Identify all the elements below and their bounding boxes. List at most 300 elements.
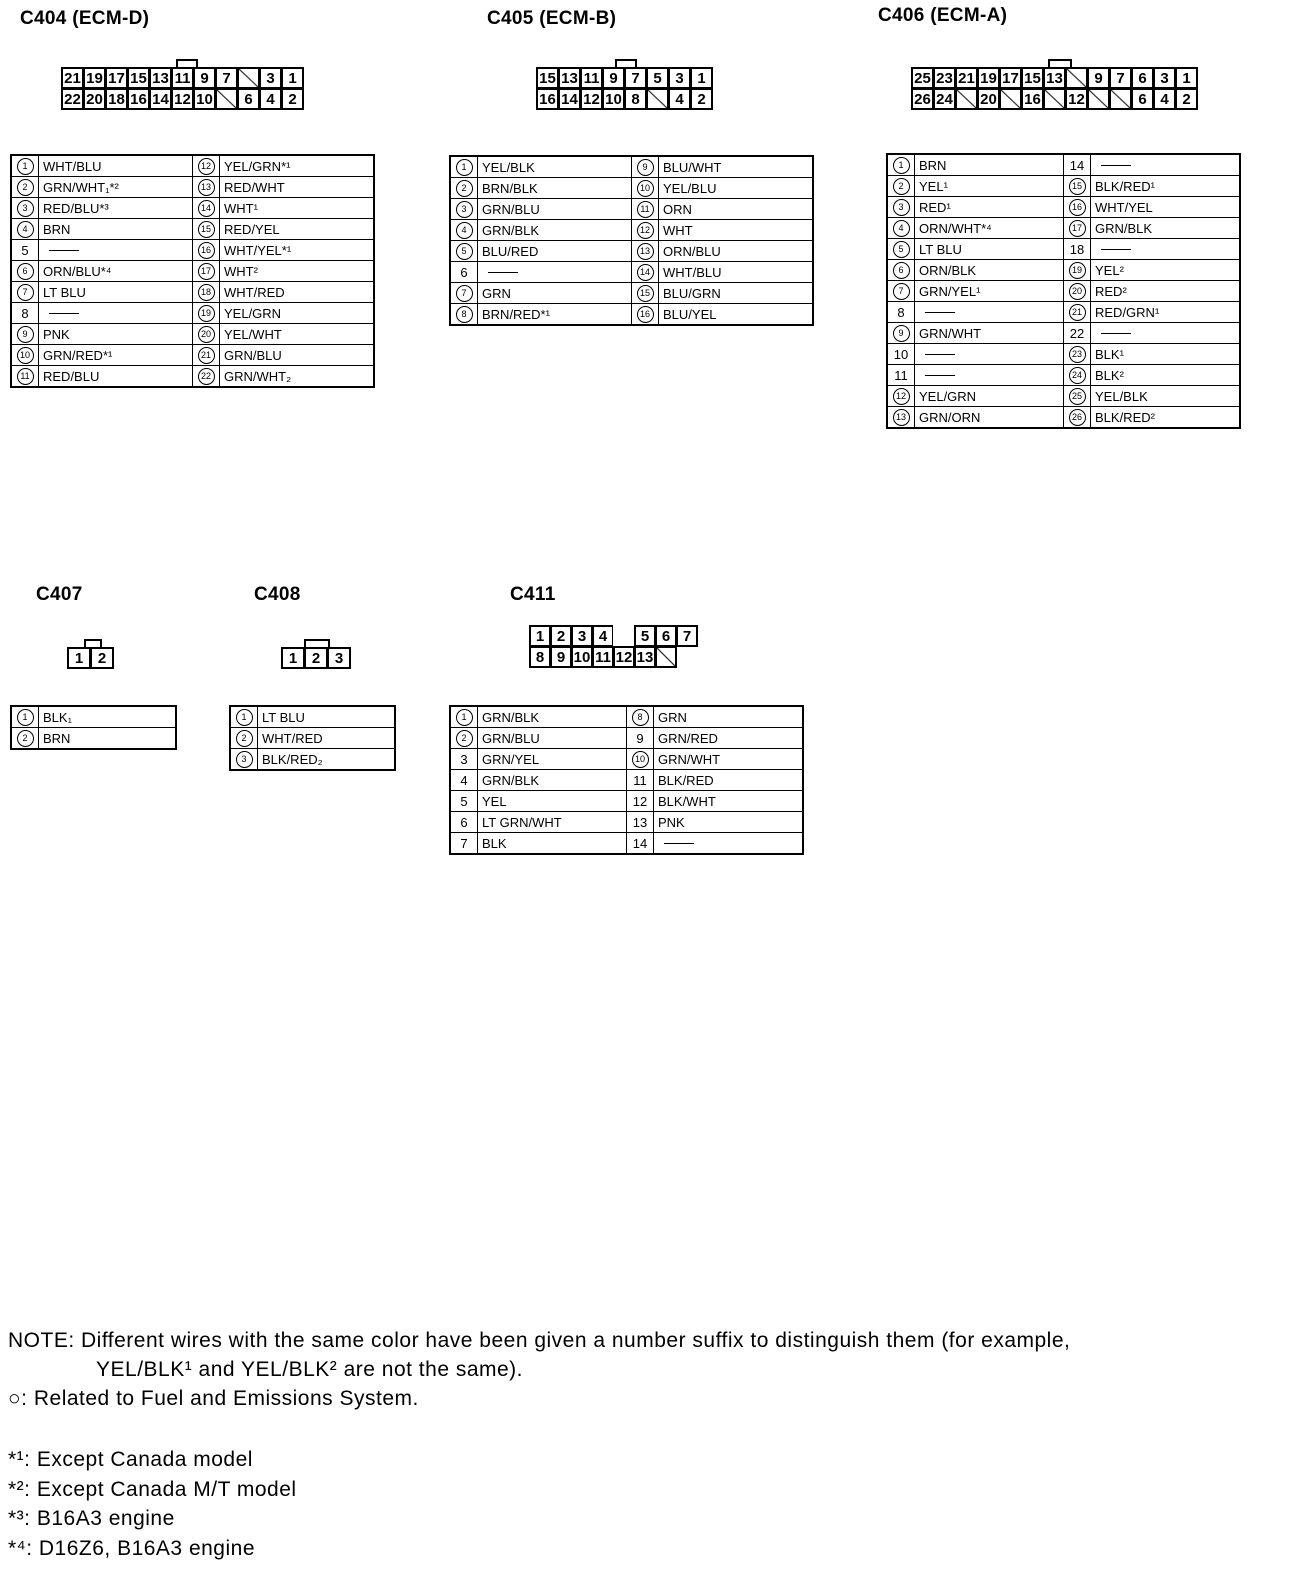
pin-number: 14 (1064, 154, 1091, 176)
table-row (11, 728, 176, 750)
table-row (450, 178, 813, 199)
c404-title: C404 (ECM-D) (20, 8, 150, 29)
note-line-2: YEL/BLK¹ and YEL/BLK² are not the same). (96, 1358, 524, 1381)
cavity-2: 2 (304, 647, 328, 669)
pin-number-circled: 16 (198, 242, 215, 259)
wire-color: BRN (915, 154, 1064, 176)
wire-color: GRN/BLK (1091, 218, 1241, 239)
c406-pin-table (886, 153, 1241, 429)
connector-row-top (912, 68, 1198, 89)
wire-color: RED/WHT (220, 177, 375, 198)
cavity-17: 17 (105, 67, 128, 89)
wire-color: BLU/WHT (659, 156, 814, 178)
wire-color: RED¹ (915, 197, 1064, 218)
pin-number-circled: 9 (637, 159, 654, 176)
wire-color: WHT/BLU (659, 262, 814, 283)
pin-number-circled: 10 (632, 751, 649, 768)
wire-color: WHT/RED (220, 282, 375, 303)
cavity-11: 11 (592, 646, 614, 668)
table-row (887, 154, 1240, 176)
cavity-1: 1 (67, 647, 91, 669)
table-row (887, 302, 1240, 323)
pin-number-circled: 14 (637, 264, 654, 281)
notes-block (8, 1326, 1070, 1413)
pin-number-circled: 17 (198, 263, 215, 280)
wire-color: GRN/BLK (478, 220, 632, 241)
no-wire-dash (1101, 333, 1131, 335)
pin-number: 11 (887, 365, 915, 386)
wire-color: GRN (654, 706, 804, 728)
pin-number-circled: 8 (632, 709, 649, 726)
connector-row-top (282, 648, 351, 669)
wire-color: YEL/WHT (220, 324, 375, 345)
pin-number: 3 (450, 749, 478, 770)
c406-title: C406 (ECM-A) (878, 5, 1008, 26)
cavity-1: 1 (529, 625, 551, 647)
pin-number-circled: 13 (637, 243, 654, 260)
pin-number-circled: 8 (456, 306, 473, 323)
pin-number-circled: 3 (893, 199, 910, 216)
wire-color: BLK/RED (654, 770, 804, 791)
wire-color: ORN/WHT*⁴ (915, 218, 1064, 239)
pin-number-circled: 12 (198, 158, 215, 175)
cavity-9: 9 (602, 67, 625, 89)
cavity-3: 3 (668, 67, 691, 89)
cavity-21: 21 (955, 67, 978, 89)
c411-connector-face (530, 626, 698, 668)
pin-number-circled: 20 (1069, 283, 1086, 300)
pin-number-circled: 6 (17, 263, 34, 280)
cavity-7: 7 (1109, 67, 1132, 89)
cavity-14: 14 (558, 88, 581, 110)
cavity-12: 12 (171, 88, 194, 110)
pin-number-circled: 13 (198, 179, 215, 196)
wire-color: GRN/WHT (654, 749, 804, 770)
cavity-6: 6 (1131, 88, 1154, 110)
c411-title: C411 (510, 584, 556, 605)
table-row (230, 728, 395, 749)
cavity-8: 8 (624, 88, 647, 110)
pin-number: 6 (450, 812, 478, 833)
cavity-12: 12 (613, 646, 635, 668)
cavity-11: 11 (580, 67, 603, 89)
wire-color: LT BLU (915, 239, 1064, 260)
cavity-2: 2 (1175, 88, 1198, 110)
no-wire-dash (488, 272, 518, 274)
pin-number: 8 (11, 303, 39, 324)
wire-color: GRN/RED*¹ (39, 345, 193, 366)
wire-color-none (654, 833, 804, 855)
pin-number-circled: 1 (17, 709, 34, 726)
table-row (887, 344, 1240, 365)
wire-color: BRN/BLK (478, 178, 632, 199)
no-wire-dash (925, 312, 955, 314)
pin-number-circled: 9 (893, 325, 910, 342)
cavity-10: 10 (602, 88, 625, 110)
pin-number-circled: 10 (637, 180, 654, 197)
wire-color: YEL¹ (915, 176, 1064, 197)
cavity-17: 17 (999, 67, 1022, 89)
cavity-12: 12 (1065, 88, 1088, 110)
pin-number-circled: 15 (198, 221, 215, 238)
cavity-15: 15 (127, 67, 150, 89)
c404-pin-table (10, 154, 375, 388)
wire-color-none (39, 303, 193, 324)
no-wire-dash (49, 313, 79, 315)
circle-legend-note: ○: Related to Fuel and Emissions System. (8, 1387, 419, 1410)
blank-cavity (1043, 88, 1066, 110)
wire-color: LT BLU (258, 706, 396, 728)
cavity-22: 22 (61, 88, 84, 110)
table-row (887, 260, 1240, 281)
blank-cavity (215, 88, 238, 110)
pin-number-circled: 25 (1069, 388, 1086, 405)
blank-cavity (1109, 88, 1132, 110)
pin-number-circled: 1 (893, 157, 910, 174)
connector-row-top (68, 648, 114, 669)
pin-number: 6 (450, 262, 478, 283)
pin-number-circled: 26 (1069, 409, 1086, 426)
pin-number: 7 (450, 833, 478, 855)
pin-number-circled: 2 (17, 179, 34, 196)
wire-color: BLK/RED₂ (258, 749, 396, 771)
cavity-24: 24 (933, 88, 956, 110)
table-row (11, 345, 374, 366)
pin-number-circled: 15 (1069, 178, 1086, 195)
wire-color-none (915, 302, 1064, 323)
cavity-15: 15 (1021, 67, 1044, 89)
cavity-12: 12 (580, 88, 603, 110)
cavity-7: 7 (215, 67, 238, 89)
wire-color: BLU/YEL (659, 304, 814, 326)
table-row (887, 197, 1240, 218)
cavity-13: 13 (149, 67, 172, 89)
connector-row-top (62, 68, 304, 89)
wire-color: YEL² (1091, 260, 1241, 281)
wire-color: WHT¹ (220, 198, 375, 219)
wire-color: BRN (39, 728, 177, 750)
table-row (450, 220, 813, 241)
wire-color-none (1091, 323, 1241, 344)
pin-number-circled: 4 (893, 220, 910, 237)
pin-number-circled: 1 (17, 158, 34, 175)
c405-connector-face (537, 68, 713, 110)
cavity-16: 16 (127, 88, 150, 110)
blank-cavity (1087, 88, 1110, 110)
table-row (887, 386, 1240, 407)
wire-color: GRN/WHT (915, 323, 1064, 344)
wire-color: GRN/ORN (915, 407, 1064, 429)
pin-number: 18 (1064, 239, 1091, 260)
wire-color: GRN/BLK (478, 706, 627, 728)
cavity-7: 7 (676, 625, 698, 647)
cavity-2: 2 (90, 647, 114, 669)
pin-number-circled: 7 (456, 285, 473, 302)
wire-color: BRN (39, 219, 193, 240)
cavity-13: 13 (558, 67, 581, 89)
no-wire-dash (49, 250, 79, 252)
wire-color: ORN/BLU*⁴ (39, 261, 193, 282)
pin-number-circled: 3 (17, 200, 34, 217)
pin-number-circled: 1 (236, 709, 253, 726)
cavity-4: 4 (592, 625, 614, 647)
c408-connector-face (282, 648, 351, 669)
pin-number-circled: 5 (456, 243, 473, 260)
pin-number-circled: 7 (893, 283, 910, 300)
wire-color: YEL/GRN (220, 303, 375, 324)
table-row (450, 241, 813, 262)
pin-number: 13 (627, 812, 654, 833)
blank-cavity (1065, 67, 1088, 89)
c405-pin-table (449, 155, 814, 326)
pin-number-circled: 15 (637, 285, 654, 302)
table-row (11, 324, 374, 345)
wire-color: WHT/BLU (39, 155, 193, 177)
pin-number-circled: 2 (456, 730, 473, 747)
wire-color: ORN/BLU (659, 241, 814, 262)
connector-row-bottom (530, 647, 698, 668)
wire-color-none (1091, 239, 1241, 260)
pin-number-circled: 4 (17, 221, 34, 238)
cavity-13: 13 (1043, 67, 1066, 89)
pin-number-circled: 10 (17, 347, 34, 364)
table-row (887, 323, 1240, 344)
wire-color: BLU/GRN (659, 283, 814, 304)
cavity-3: 3 (571, 625, 593, 647)
pin-number-circled: 3 (456, 201, 473, 218)
table-row (887, 281, 1240, 302)
cavity-21: 21 (61, 67, 84, 89)
no-wire-dash (1101, 249, 1131, 251)
cavity-5: 5 (646, 67, 669, 89)
cavity-6: 6 (1131, 67, 1154, 89)
table-row (11, 155, 374, 177)
connector-lock-gap (613, 625, 635, 647)
wire-color: YEL/BLU (659, 178, 814, 199)
pin-number-circled: 11 (17, 368, 34, 385)
table-row (887, 176, 1240, 197)
table-row (450, 791, 803, 812)
table-row (450, 706, 803, 728)
table-row (887, 239, 1240, 260)
table-row (11, 261, 374, 282)
pin-number: 22 (1064, 323, 1091, 344)
blank-cavity (655, 646, 677, 668)
pin-number: 14 (627, 833, 654, 855)
wire-color: GRN/WHT₁*² (39, 177, 193, 198)
c405-title: C405 (ECM-B) (487, 8, 617, 29)
cavity-15: 15 (536, 67, 559, 89)
pin-number-circled: 6 (893, 262, 910, 279)
pin-number: 4 (450, 770, 478, 791)
wire-color: GRN/WHT₂ (220, 366, 375, 388)
no-wire-dash (925, 354, 955, 356)
c404-connector-face (62, 68, 304, 110)
cavity-3: 3 (327, 647, 351, 669)
cavity-3: 3 (259, 67, 282, 89)
blank-cavity (999, 88, 1022, 110)
table-row (11, 303, 374, 324)
blank-cavity (646, 88, 669, 110)
cavity-16: 16 (536, 88, 559, 110)
table-row (887, 407, 1240, 429)
footnote-2: *²: Except Canada M/T model (8, 1478, 297, 1501)
pin-number-circled: 16 (637, 306, 654, 323)
table-row (450, 262, 813, 283)
blank-cavity (237, 67, 260, 89)
wire-color: BLK¹ (1091, 344, 1241, 365)
wire-color: WHT² (220, 261, 375, 282)
table-row (230, 706, 395, 728)
cavity-20: 20 (83, 88, 106, 110)
wire-color: WHT/YEL (1091, 197, 1241, 218)
wire-color: RED/BLU*³ (39, 198, 193, 219)
note-line-1: NOTE: Different wires with the same color have been given a number suffix to distinguish them (for example, (8, 1329, 1071, 1352)
c407-title: C407 (36, 584, 83, 605)
wire-color-none (915, 365, 1064, 386)
pin-number-circled: 2 (456, 180, 473, 197)
cavity-9: 9 (550, 646, 572, 668)
connector-row-top (530, 626, 698, 647)
wire-color-none (915, 344, 1064, 365)
table-row (450, 728, 803, 749)
wire-color: GRN/BLU (478, 728, 627, 749)
table-row (450, 833, 803, 855)
cavity-19: 19 (83, 67, 106, 89)
table-row (11, 177, 374, 198)
wire-color: ORN (659, 199, 814, 220)
pin-number-circled: 14 (198, 200, 215, 217)
wire-color: YEL/GRN (915, 386, 1064, 407)
pin-number-circled: 21 (1069, 304, 1086, 321)
wire-color: ORN/BLK (915, 260, 1064, 281)
table-row (450, 749, 803, 770)
pin-number-circled: 19 (198, 305, 215, 322)
cavity-10: 10 (193, 88, 216, 110)
footnote-3: *³: B16A3 engine (8, 1507, 175, 1530)
wire-color: RED/YEL (220, 219, 375, 240)
table-row (11, 282, 374, 303)
cavity-20: 20 (977, 88, 1000, 110)
wire-color: BLU/RED (478, 241, 632, 262)
pin-number-circled: 20 (198, 326, 215, 343)
pin-number-circled: 2 (236, 730, 253, 747)
cavity-10: 10 (571, 646, 593, 668)
cavity-4: 4 (668, 88, 691, 110)
cavity-3: 3 (1153, 67, 1176, 89)
pin-number-circled: 5 (893, 241, 910, 258)
pin-number: 9 (627, 728, 654, 749)
cavity-7: 7 (624, 67, 647, 89)
wire-color: LT GRN/WHT (478, 812, 627, 833)
wire-color: BLK₁ (39, 706, 177, 728)
wire-color-none (478, 262, 632, 283)
wire-color: GRN/BLK (478, 770, 627, 791)
pin-number-circled: 2 (893, 178, 910, 195)
cavity-4: 4 (1153, 88, 1176, 110)
wire-color-none (39, 240, 193, 261)
cavity-14: 14 (149, 88, 172, 110)
wire-color: GRN/YEL (478, 749, 627, 770)
footnote-1: *¹: Except Canada model (8, 1448, 253, 1471)
table-row (11, 198, 374, 219)
pin-number-circled: 24 (1069, 367, 1086, 384)
pin-number-circled: 17 (1069, 220, 1086, 237)
blank-cavity (955, 88, 978, 110)
pin-number-circled: 9 (17, 326, 34, 343)
connector-row-bottom (537, 89, 713, 110)
pin-number-circled: 1 (456, 709, 473, 726)
cavity-19: 19 (977, 67, 1000, 89)
pin-number-circled: 11 (637, 201, 654, 218)
table-row (11, 706, 176, 728)
cavity-2: 2 (690, 88, 713, 110)
cavity-13: 13 (634, 646, 656, 668)
cavity-9: 9 (193, 67, 216, 89)
no-wire-dash (1101, 165, 1131, 167)
pin-number: 10 (887, 344, 915, 365)
wire-color: WHT/YEL*¹ (220, 240, 375, 261)
connector-row-bottom (62, 89, 304, 110)
wire-color: YEL/BLK (478, 156, 632, 178)
wire-color: YEL/GRN*¹ (220, 155, 375, 177)
wire-color: BLK/WHT (654, 791, 804, 812)
table-row (11, 240, 374, 261)
c407-connector-face (68, 648, 114, 669)
no-wire-dash (664, 843, 694, 845)
cavity-18: 18 (105, 88, 128, 110)
pin-number-circled: 16 (1069, 199, 1086, 216)
pin-number-circled: 19 (1069, 262, 1086, 279)
table-row (887, 218, 1240, 239)
pin-number-circled: 12 (893, 388, 910, 405)
pin-number-circled: 13 (893, 409, 910, 426)
pin-number-circled: 3 (236, 751, 253, 768)
pin-number: 12 (627, 791, 654, 812)
cavity-8: 8 (529, 646, 551, 668)
wire-color: GRN/RED (654, 728, 804, 749)
cavity-16: 16 (1021, 88, 1044, 110)
cavity-6: 6 (655, 625, 677, 647)
cavity-6: 6 (237, 88, 260, 110)
table-row (887, 365, 1240, 386)
wire-color: WHT/RED (258, 728, 396, 749)
pin-number-circled: 21 (198, 347, 215, 364)
wire-color: GRN/BLU (478, 199, 632, 220)
c408-pin-table (229, 705, 396, 771)
table-row (230, 749, 395, 771)
wire-color: WHT (659, 220, 814, 241)
c407-pin-table (10, 705, 177, 750)
wire-color: BLK² (1091, 365, 1241, 386)
pin-number-circled: 22 (198, 368, 215, 385)
table-row (450, 199, 813, 220)
wire-color: GRN/BLU (220, 345, 375, 366)
wire-color: BLK/RED² (1091, 407, 1241, 429)
wire-color-none (1091, 154, 1241, 176)
cavity-1: 1 (1175, 67, 1198, 89)
cavity-9: 9 (1087, 67, 1110, 89)
table-row (11, 366, 374, 388)
wire-color: BRN/RED*¹ (478, 304, 632, 326)
wire-color: YEL/BLK (1091, 386, 1241, 407)
wire-color: LT BLU (39, 282, 193, 303)
wire-color: YEL (478, 791, 627, 812)
footnote-4: *⁴: D16Z6, B16A3 engine (8, 1537, 256, 1560)
pin-number: 5 (450, 791, 478, 812)
pin-number-circled: 18 (198, 284, 215, 301)
pin-number-circled: 7 (17, 284, 34, 301)
